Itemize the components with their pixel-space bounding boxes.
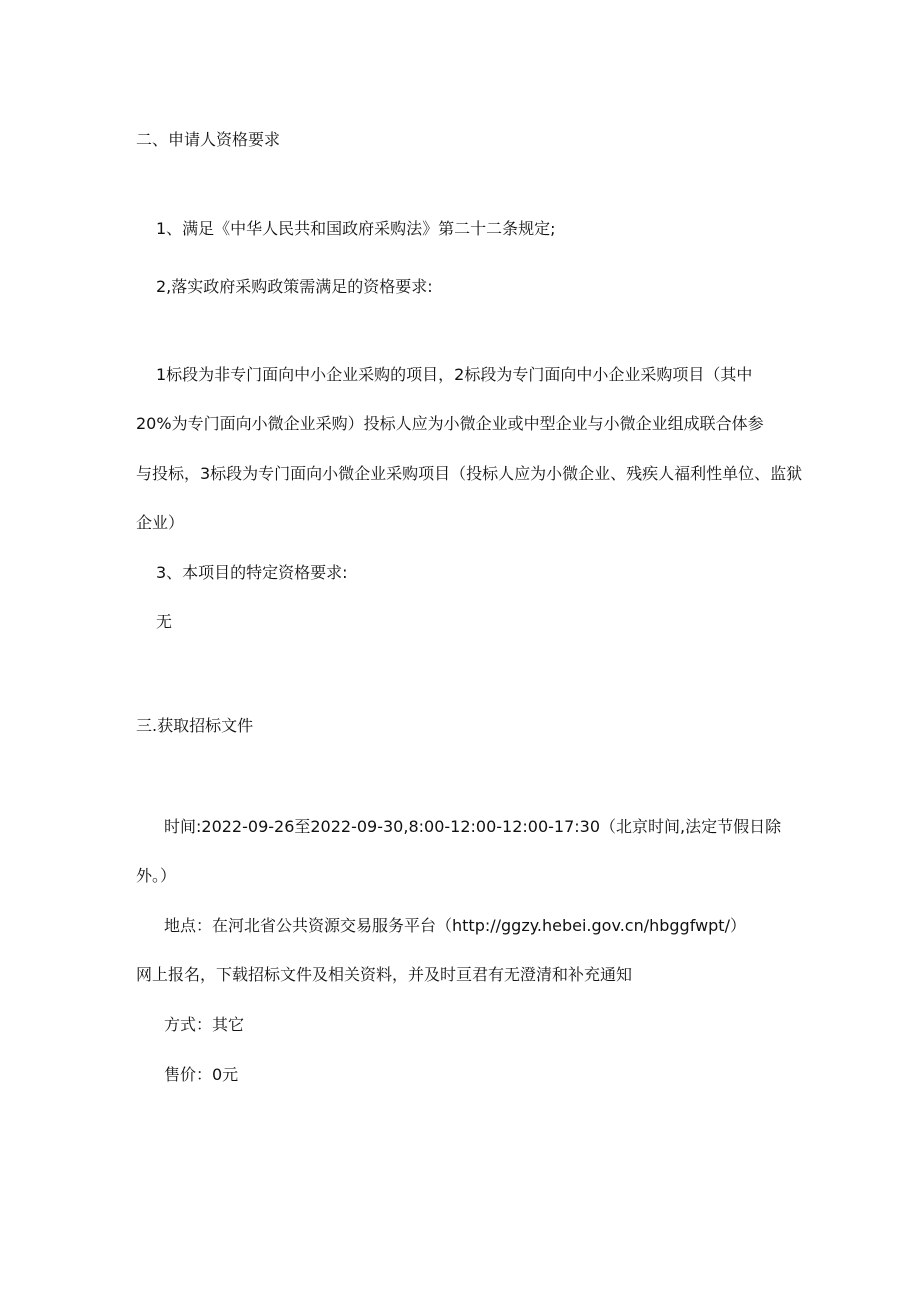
price-line: 售价：0元 xyxy=(164,1065,239,1084)
qualification-item-2: 2,落实政府采购政策需满足的资格要求: xyxy=(156,277,433,296)
policy-text-line-1: 1标段为非专门面向中小企业采购的项目，2标段为专门面向中小企业采购项目（其中 xyxy=(156,365,753,384)
section-heading-obtain-tender-documents: 三.获取招标文件 xyxy=(136,716,254,735)
location-line-2: 网上报名，下载招标文件及相关资料，并及时亘君有无澄清和补充通知 xyxy=(136,965,633,984)
section-heading-applicant-qualifications: 二、申请人资格要求 xyxy=(136,130,281,149)
policy-text-line-3: 与投标，3标段为专门面向小微企业采购项目（投标人应为小微企业、残疾人福利性单位、监狱 xyxy=(136,464,803,483)
time-line-2: 外。） xyxy=(136,866,177,885)
policy-text-line-4: 企业） xyxy=(136,513,185,532)
qualification-item-3-value: 无 xyxy=(156,612,173,631)
qualification-item-3: 3、本项目的特定资格要求: xyxy=(156,563,348,582)
time-line-1: 时间:2022-09-26至2022-09-30,8:00-12:00-12:00-17:30（北京时间,法定节假日除 xyxy=(164,817,782,836)
method-line: 方式：其它 xyxy=(164,1015,245,1034)
policy-text-line-2: 20%为专门面向小微企业采购）投标人应为小微企业或中型企业与小微企业组成联合体参 xyxy=(136,414,764,433)
location-line-1: 地点：在河北省公共资源交易服务平台（http://ggzy.hebei.gov.cn/hbggfwpt/） xyxy=(164,916,746,935)
qualification-item-1: 1、满足《中华人民共和国政府采购法》第二十二条规定; xyxy=(156,219,556,238)
